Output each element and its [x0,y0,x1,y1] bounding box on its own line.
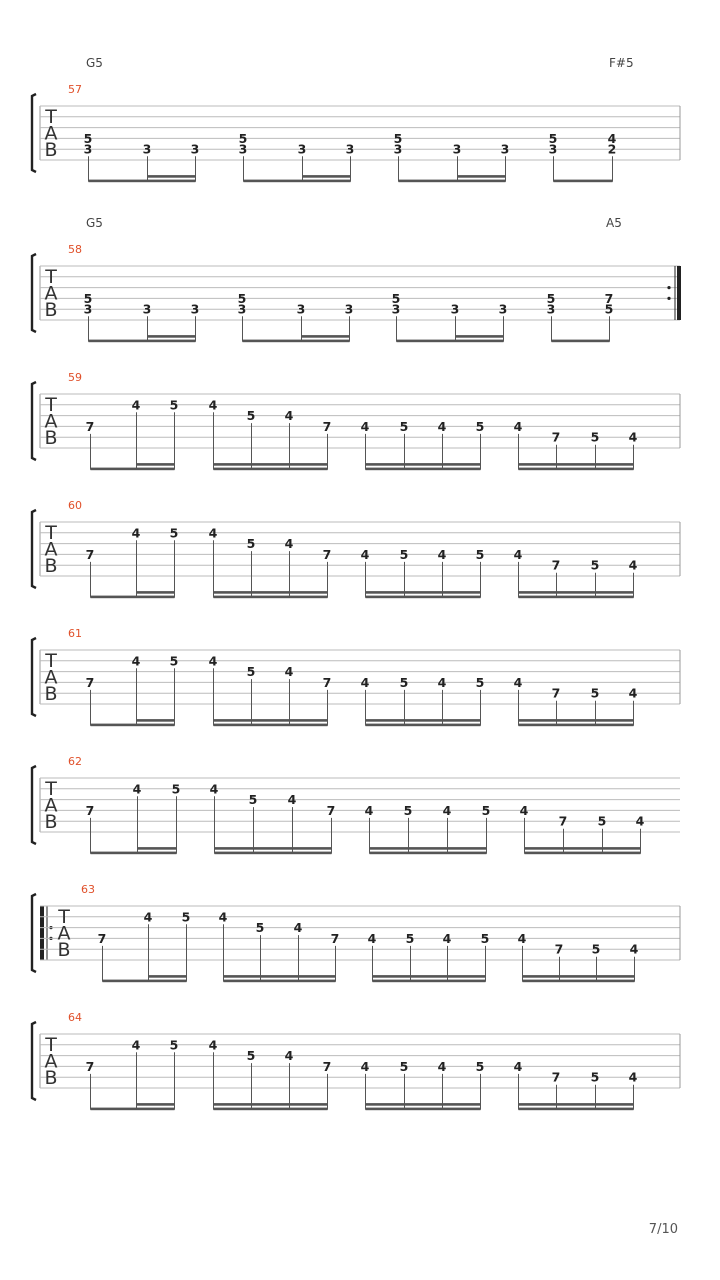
fret-number: 4 [628,429,638,445]
beam-primary [214,724,328,727]
fret-number: 3 [391,301,401,317]
measure-number: 59 [68,371,82,384]
fret-number: 5 [169,397,179,413]
beam-primary [373,980,486,983]
fret-number: 4 [208,653,218,669]
tab-system [32,56,680,182]
tab-clef-letter: B [44,555,58,577]
fret-number: 5 [169,653,179,669]
tab-clef-letter: B [44,811,58,833]
beam-secondary [138,847,177,850]
beam-primary [519,724,634,727]
beam-secondary [214,719,328,722]
fret-number: 5 [238,130,248,146]
fret-number: 4 [629,941,639,957]
repeat-dot [667,286,670,289]
tab-clef-letter: T [45,266,57,288]
fret-number: 5 [475,1058,485,1074]
fret-number: 3 [498,301,508,317]
fret-number: 4 [628,557,638,573]
tab-clef-letter: T [45,650,57,672]
fret-number: 3 [238,141,248,157]
repeat-start-thick-bar [40,906,44,960]
repeat-end-thick-bar [677,266,681,320]
fret-number: 4 [284,536,294,552]
fret-number: 5 [246,1048,256,1064]
fret-number: 5 [548,130,558,146]
beam-secondary [148,175,196,178]
tab-clef-letter: T [45,522,57,544]
fret-number: 7 [322,418,332,434]
fret-number: 3 [500,141,510,157]
beam-primary [215,852,332,855]
measure-number: 63 [81,883,95,896]
fret-number: 3 [393,141,403,157]
fret-number: 4 [513,674,523,690]
beam-secondary [366,591,481,594]
fret-number: 5 [399,674,409,690]
fret-number: 4 [628,685,638,701]
fret-number: 5 [590,429,600,445]
fret-number: 3 [190,141,200,157]
beam-secondary [519,463,634,466]
fret-number: 3 [344,301,354,317]
fret-number: 3 [345,141,355,157]
chord-name: G5 [86,216,103,230]
tab-clef-letter: A [44,122,58,145]
tab-clef-letter: A [44,794,58,817]
beam-primary [552,340,610,343]
fret-number: 5 [604,301,614,317]
fret-number: 4 [517,930,527,946]
beam-primary [554,180,613,183]
fret-number: 5 [248,792,258,808]
fret-number: 4 [218,909,228,925]
fret-number: 5 [590,1069,600,1085]
fret-number: 4 [209,781,219,797]
tab-clef-letter: A [44,282,58,305]
fret-number: 7 [85,546,95,562]
fret-number: 7 [551,1069,561,1085]
fret-number: 4 [208,1037,218,1053]
beam-secondary [224,975,336,978]
beam-secondary [137,719,175,722]
fret-number: 4 [287,792,297,808]
fret-number: 4 [143,909,153,925]
beam-secondary [149,975,187,978]
fret-number: 5 [391,290,401,306]
beam-secondary [214,463,328,466]
beam-secondary [137,463,175,466]
tab-clef-letter: T [45,394,57,416]
fret-number: 7 [551,429,561,445]
measure-number: 62 [68,755,82,768]
fret-number: 4 [437,1058,447,1074]
fret-number: 5 [481,802,491,818]
tab-clef-letter: B [44,683,58,705]
beam-secondary [137,591,175,594]
fret-number: 4 [131,397,141,413]
beam-secondary [366,463,481,466]
fret-number: 5 [480,930,490,946]
fret-number: 4 [367,930,377,946]
beam-secondary [519,591,634,594]
beam-primary [89,180,196,183]
tab-clef-letter: A [57,922,71,945]
fret-number: 5 [246,408,256,424]
beam-primary [519,1108,634,1111]
fret-number: 7 [558,813,568,829]
beam-secondary [215,847,332,850]
tab-clef-letter: T [45,106,57,128]
beam-primary [91,468,175,471]
fret-number: 5 [246,536,256,552]
system-bracket [32,1022,36,1100]
fret-number: 3 [297,141,307,157]
fret-number: 4 [635,813,645,829]
fret-number: 4 [513,1058,523,1074]
fret-number: 4 [131,1037,141,1053]
fret-number: 7 [85,1058,95,1074]
fret-number: 4 [293,920,303,936]
tab-system [32,499,680,598]
beam-secondary [302,335,350,338]
fret-number: 5 [169,525,179,541]
fret-number: 5 [181,909,191,925]
tab-clef-letter: A [44,1050,58,1073]
beam-primary [399,180,506,183]
fret-number: 4 [519,802,529,818]
fret-number: 5 [590,557,600,573]
tab-clef-letter: B [57,939,71,961]
system-bracket [32,254,36,332]
chord-name: G5 [86,56,103,70]
beam-secondary [366,719,481,722]
fret-number: 5 [475,546,485,562]
fret-number: 5 [475,674,485,690]
fret-number: 4 [284,408,294,424]
fret-number: 3 [296,301,306,317]
fret-number: 4 [513,546,523,562]
fret-number: 5 [83,290,93,306]
repeat-dot [667,297,670,300]
beam-primary [523,980,635,983]
tab-clef-letter: B [44,1067,58,1089]
fret-number: 5 [393,130,403,146]
beam-secondary [519,1103,634,1106]
beam-primary [214,596,328,599]
measure-number: 58 [68,243,82,256]
tab-system [32,371,680,470]
tab-clef-letter: B [44,299,58,321]
fret-number: 4 [360,674,370,690]
fret-number: 3 [450,301,460,317]
fret-number: 7 [322,674,332,690]
fret-number: 7 [322,546,332,562]
fret-number: 5 [475,418,485,434]
fret-number: 3 [237,301,247,317]
beam-primary [397,340,504,343]
beam-primary [91,596,175,599]
fret-number: 5 [169,1037,179,1053]
beam-secondary [214,1103,328,1106]
beam-primary [214,468,328,471]
fret-number: 4 [131,525,141,541]
beam-primary [89,340,196,343]
fret-number: 7 [330,930,340,946]
tab-clef-letter: T [45,1034,57,1056]
beam-primary [519,468,634,471]
measure-number: 64 [68,1011,82,1024]
fret-number: 4 [208,397,218,413]
beam-secondary [519,719,634,722]
beam-secondary [523,975,635,978]
beam-secondary [456,335,504,338]
fret-number: 5 [597,813,607,829]
fret-number: 3 [83,301,93,317]
beam-secondary [303,175,351,178]
fret-number: 4 [442,802,452,818]
fret-number: 4 [132,781,142,797]
fret-number: 4 [513,418,523,434]
fret-number: 5 [399,418,409,434]
tab-clef-letter: A [44,666,58,689]
fret-number: 4 [360,418,370,434]
beam-secondary [373,975,486,978]
beam-secondary [214,591,328,594]
fret-number: 5 [399,546,409,562]
fret-number: 4 [437,674,447,690]
fret-number: 5 [590,685,600,701]
fret-number: 7 [551,685,561,701]
beam-primary [519,596,634,599]
fret-number: 5 [591,941,601,957]
beam-primary [243,340,350,343]
fret-number: 4 [607,130,617,146]
fret-number: 3 [548,141,558,157]
system-bracket [32,894,36,972]
chord-name: A5 [606,216,622,230]
beam-primary [91,1108,175,1111]
beam-secondary [137,1103,175,1106]
system-bracket [32,510,36,588]
beam-primary [91,852,177,855]
fret-number: 4 [437,418,447,434]
beam-secondary [366,1103,481,1106]
beam-primary [366,468,481,471]
fret-number: 2 [607,141,617,157]
tab-clef-letter: A [44,538,58,561]
fret-number: 4 [442,930,452,946]
chord-name: F#5 [609,56,634,70]
fret-number: 3 [190,301,200,317]
tab-clef-letter: T [45,778,57,800]
system-bracket [32,766,36,844]
beam-primary [525,852,641,855]
beam-primary [366,596,481,599]
fret-number: 7 [554,941,564,957]
fret-number: 3 [83,141,93,157]
fret-number: 7 [97,930,107,946]
measure-number: 60 [68,499,82,512]
fret-number: 4 [628,1069,638,1085]
tab-system [32,755,680,854]
fret-number: 5 [399,1058,409,1074]
beam-secondary [458,175,506,178]
tab-clef-letter: T [58,906,70,928]
fret-number: 3 [142,301,152,317]
tab-system [32,216,681,342]
tab-clef-letter: B [44,427,58,449]
tab-system [32,883,680,982]
beam-secondary [525,847,641,850]
system-bracket [32,638,36,716]
beam-secondary [148,335,196,338]
beam-primary [370,852,487,855]
fret-number: 7 [551,557,561,573]
fret-number: 5 [83,130,93,146]
fret-number: 7 [326,802,336,818]
fret-number: 5 [255,920,265,936]
fret-number: 7 [85,418,95,434]
fret-number: 7 [322,1058,332,1074]
tab-system [32,627,680,726]
tab-system [32,1011,680,1110]
fret-number: 5 [403,802,413,818]
fret-number: 4 [364,802,374,818]
measure-number: 61 [68,627,82,640]
fret-number: 7 [85,802,95,818]
fret-number: 5 [546,290,556,306]
fret-number: 4 [131,653,141,669]
fret-number: 5 [171,781,181,797]
page-number: 7/10 [648,1222,678,1237]
beam-primary [366,1108,481,1111]
fret-number: 4 [360,546,370,562]
fret-number: 5 [405,930,415,946]
beam-primary [214,1108,328,1111]
beam-primary [224,980,336,983]
fret-number: 3 [452,141,462,157]
tab-clef-letter: B [44,139,58,161]
measure-number: 57 [68,83,82,96]
system-bracket [32,94,36,172]
fret-number: 4 [284,664,294,680]
tab-clef-letter: A [44,410,58,433]
fret-number: 7 [604,290,614,306]
fret-number: 4 [284,1048,294,1064]
beam-primary [244,180,351,183]
fret-number: 4 [437,546,447,562]
fret-number: 3 [546,301,556,317]
beam-primary [91,724,175,727]
beam-primary [366,724,481,727]
beam-secondary [370,847,487,850]
fret-number: 4 [208,525,218,541]
fret-number: 3 [142,141,152,157]
beam-primary [103,980,187,983]
fret-number: 7 [85,674,95,690]
system-bracket [32,382,36,460]
fret-number: 5 [237,290,247,306]
fret-number: 5 [246,664,256,680]
fret-number: 4 [360,1058,370,1074]
